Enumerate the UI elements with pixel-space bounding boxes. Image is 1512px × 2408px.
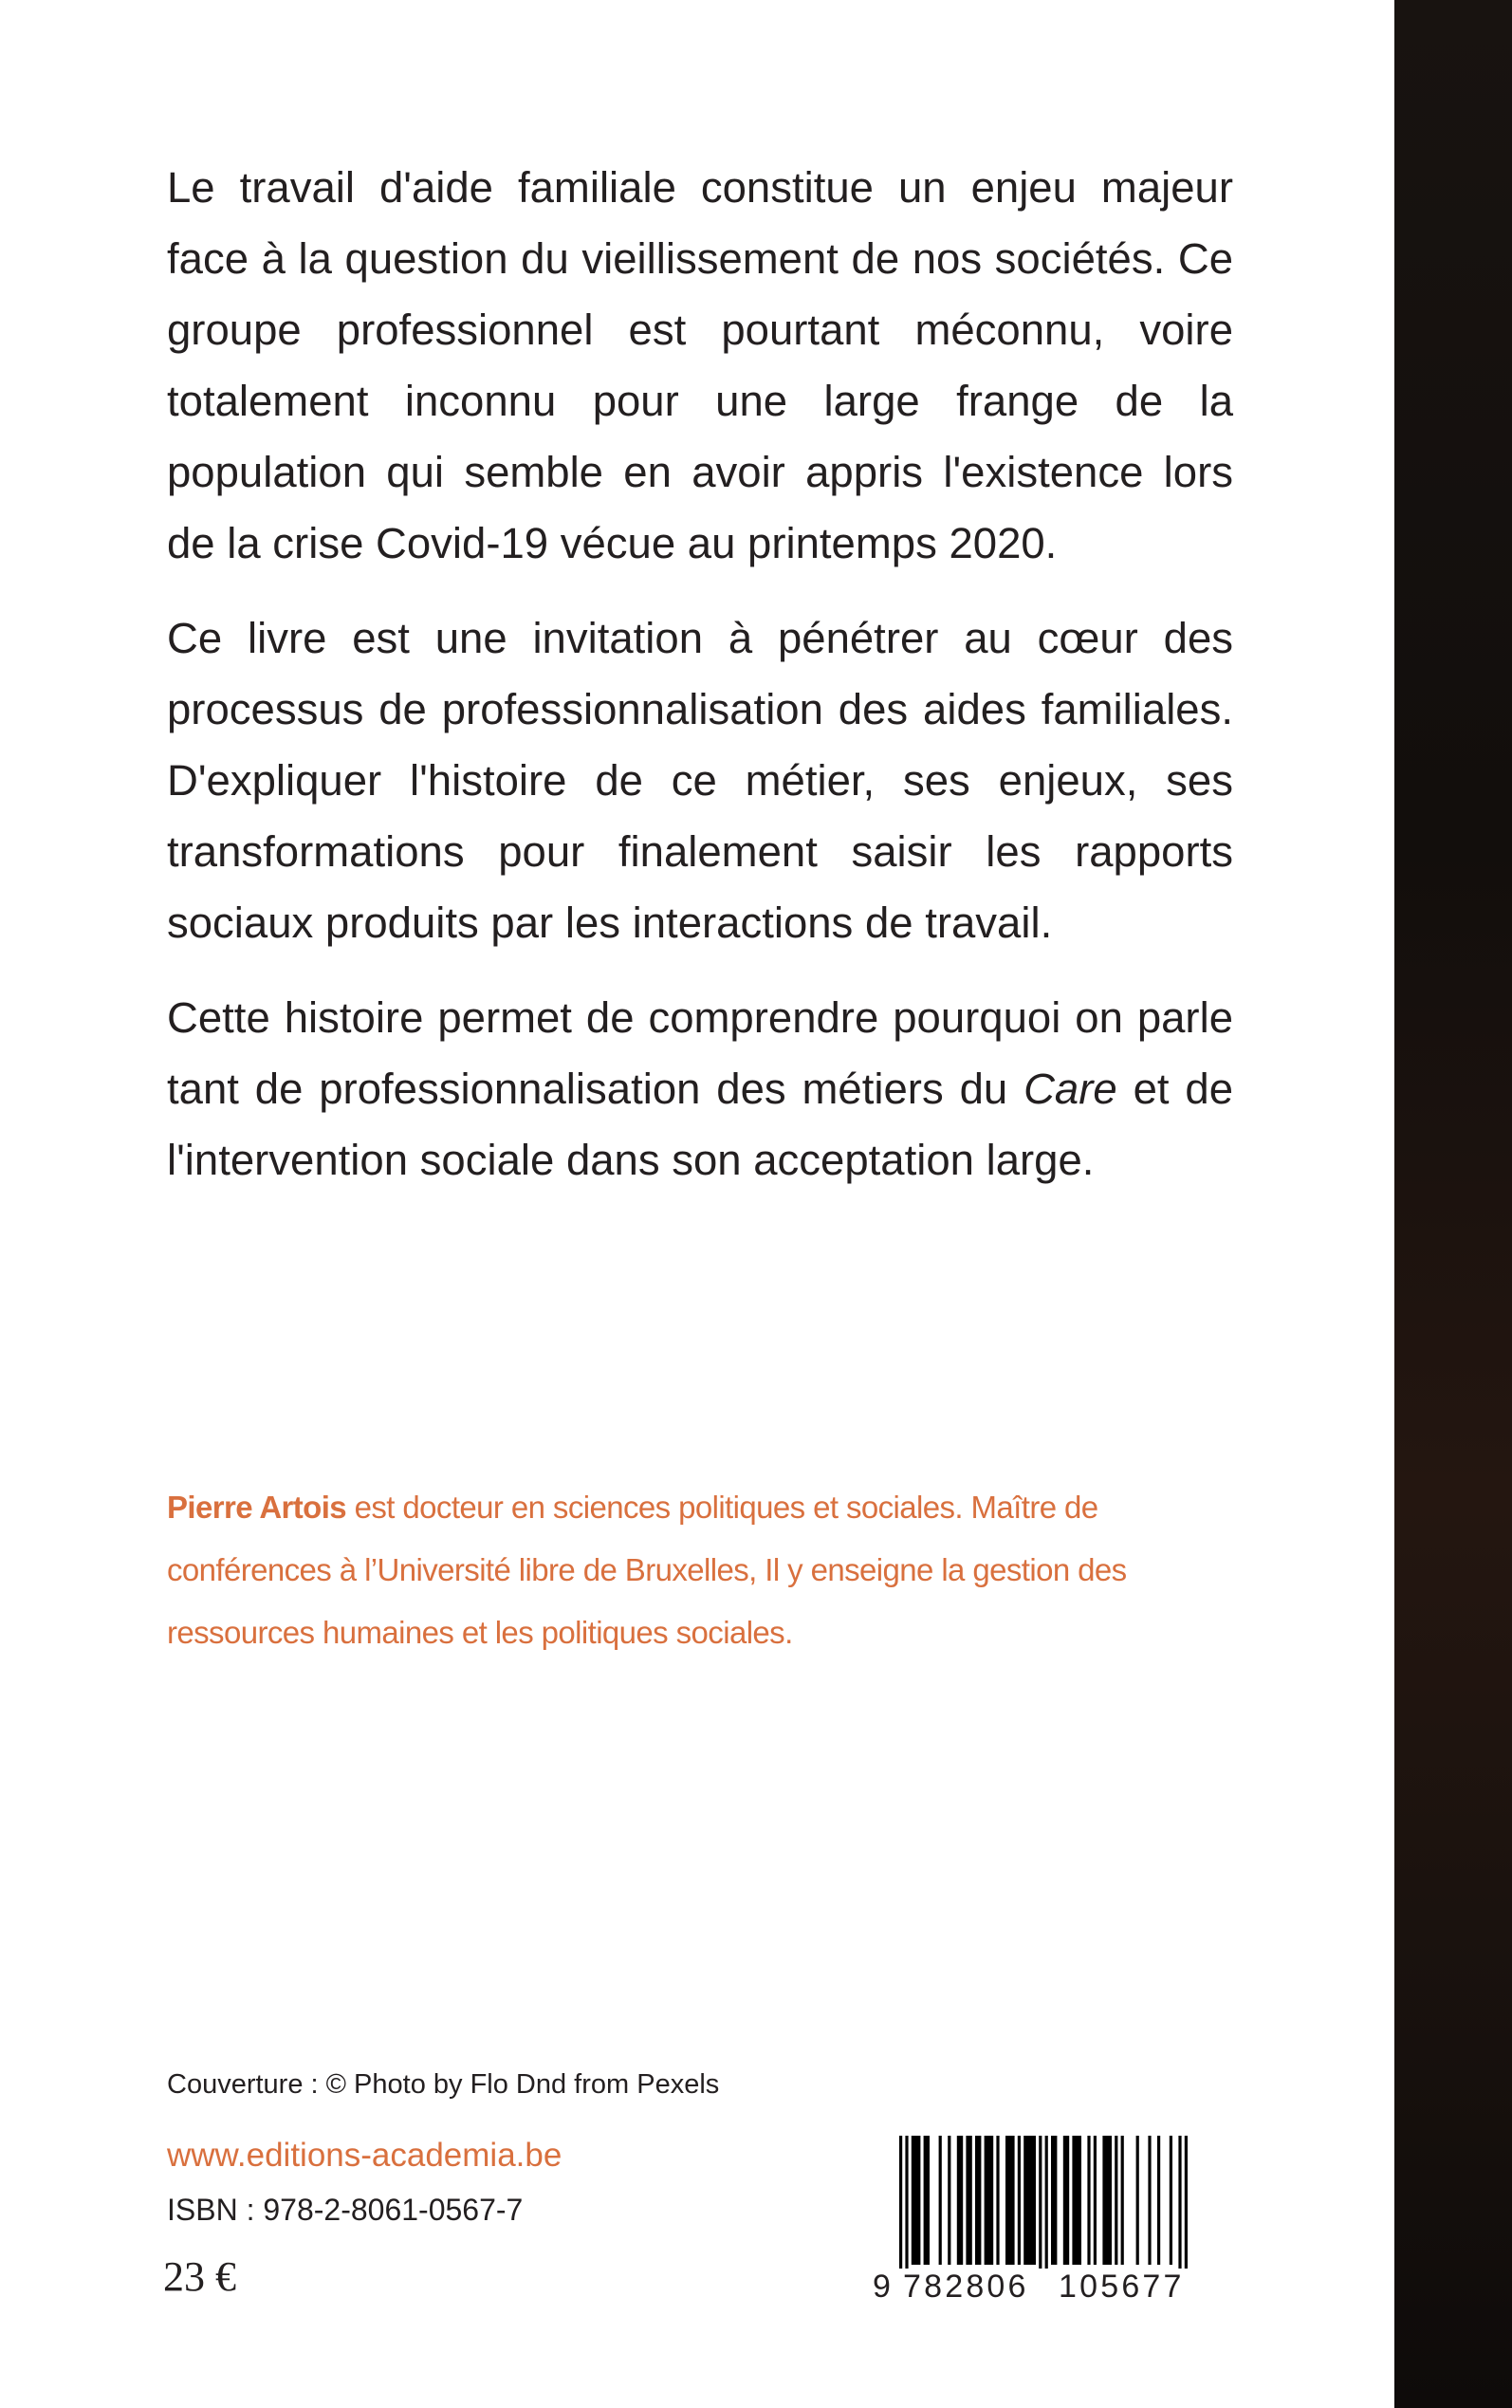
barcode-bar <box>1094 2136 1097 2265</box>
barcode-bar <box>1121 2136 1124 2265</box>
barcode-bar <box>1051 2136 1057 2265</box>
isbn-barcode <box>871 2136 1222 2308</box>
barcode-bars <box>871 2136 1222 2269</box>
barcode-bar <box>975 2136 981 2265</box>
barcode-bar <box>912 2136 921 2265</box>
barcode-bar <box>1063 2136 1069 2265</box>
barcode-digits <box>871 2265 1222 2308</box>
blurb-paragraph-3-start: Cette histoire permet de comprendre pourquoi on parle tant de professionnalisation des métiers du <box>167 993 1233 1113</box>
barcode-bar <box>1072 2136 1081 2265</box>
barcode-bar <box>939 2136 942 2265</box>
barcode-bar <box>1102 2136 1112 2265</box>
blurb-paragraph-1: Le travail d'aide familiale constitue un enjeu majeur face à la question du vieillissement de nos sociétés. Ce groupe professionnel est pourtant méconnu, voire totalement inconnu pour une large frange de la population qui semble en avoir appris l'existence lors de la crise Covid-19 vécue au printemps 2020. <box>167 163 1233 567</box>
author-bio-text: est docteur en sciences politiques et sociales. Maître de conférences à l’Université libre de Bruxelles, Il y enseigne la gestion des ressources humaines et les politiques sociales. <box>167 1490 1127 1650</box>
barcode-bar <box>996 2136 999 2265</box>
blurb-paragraph-2: Ce livre est une invitation à pénétrer au cœur des processus de professionnalisation des aides familiales. D'expliquer l'histoire de ce métier, ses enjeux, ses transformations pour finalement saisir les rapports sociaux produits par les interactions de travail. <box>167 614 1233 947</box>
barcode-guard-bar <box>1185 2136 1188 2269</box>
barcode-bar <box>957 2136 963 2265</box>
barcode-bar <box>1157 2136 1160 2265</box>
barcode-digits-left: 782806 <box>903 2269 1029 2305</box>
barcode-guard-bar <box>1045 2136 1048 2269</box>
blurb-paragraph-3-end: et de l'intervention sociale dans son acceptation large. <box>167 1065 1233 1184</box>
publisher-website: www.editions-academia.be <box>167 2137 562 2174</box>
barcode-digits-right: 105677 <box>1059 2269 1185 2305</box>
barcode-bar <box>1148 2136 1151 2265</box>
barcode-bar <box>1018 2136 1021 2265</box>
barcode-bar <box>1136 2136 1139 2265</box>
barcode-guard-bar <box>905 2136 908 2269</box>
barcode-bar <box>924 2136 930 2265</box>
barcode-bar <box>966 2136 971 2265</box>
dark-photo-edge <box>1394 0 1512 2408</box>
author-name: Pierre Artois <box>167 1490 347 1525</box>
barcode-bar <box>1115 2136 1117 2265</box>
blurb-paragraph-3 <box>167 982 1233 1195</box>
barcode-bar <box>1170 2136 1172 2265</box>
price-label: 23 € <box>163 2253 236 2300</box>
barcode-bar <box>948 2136 950 2265</box>
barcode-bar <box>985 2136 994 2265</box>
isbn-label: ISBN : 978-2-8061-0567-7 <box>167 2193 524 2227</box>
barcode-guard-bar <box>899 2136 902 2269</box>
barcode-guard-bar <box>1178 2136 1181 2269</box>
blurb-text <box>167 152 1233 1219</box>
cover-credit: Couverture : © Photo by Flo Dnd from Pexels <box>167 2069 720 2100</box>
barcode-bar <box>1005 2136 1015 2265</box>
barcode-guard-bar <box>1039 2136 1042 2269</box>
barcode-bar <box>1087 2136 1090 2265</box>
barcode-digit-first: 9 <box>873 2269 891 2305</box>
barcode-bar <box>1023 2136 1036 2265</box>
author-bio <box>167 1476 1163 1664</box>
care-term: Care <box>1023 1065 1117 1113</box>
